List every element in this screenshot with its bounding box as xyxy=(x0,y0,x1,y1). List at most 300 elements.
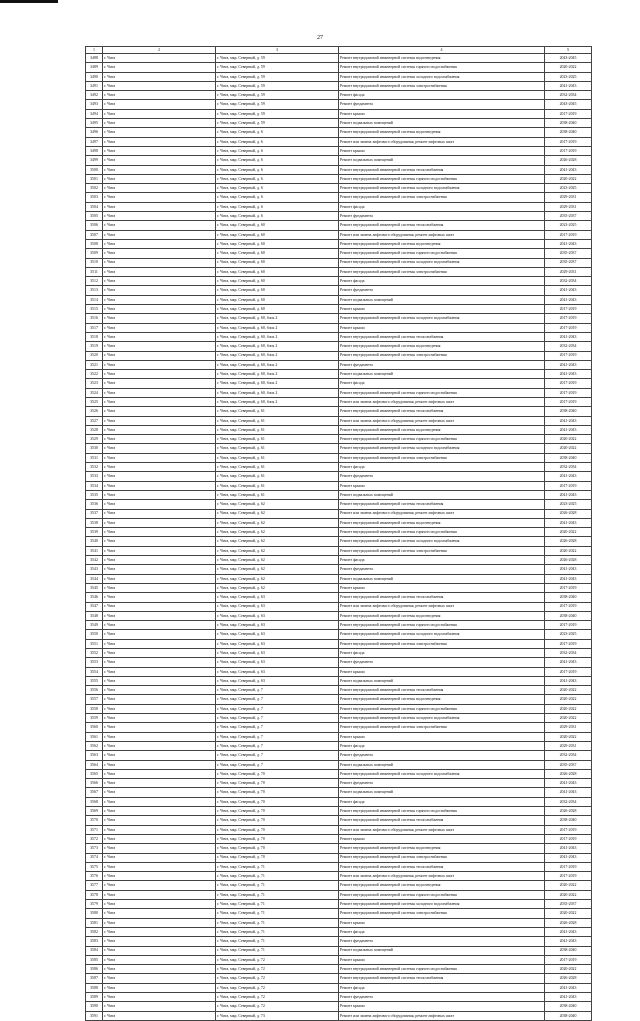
row-number-cell: 3506 xyxy=(86,221,103,230)
row-number-cell: 3576 xyxy=(86,872,103,881)
row-number-cell: 3495 xyxy=(86,119,103,128)
municipality-cell: г. Чита xyxy=(103,332,216,341)
address-cell: г. Чита, мкр. Северный, д. 63 xyxy=(216,649,339,658)
row-number-cell: 3523 xyxy=(86,379,103,388)
row-number-cell: 3583 xyxy=(86,937,103,946)
period-cell: 2041-2043 xyxy=(545,565,592,574)
municipality-cell: г. Чита xyxy=(103,779,216,788)
address-cell: г. Чита, мкр. Северный, д. 63 xyxy=(216,611,339,620)
row-number-cell: 3545 xyxy=(86,583,103,592)
row-number-cell: 3580 xyxy=(86,909,103,918)
period-cell: 2020-2022 xyxy=(545,435,592,444)
row-number-cell: 3549 xyxy=(86,621,103,630)
address-cell: г. Чита, мкр. Северный, д. 7 xyxy=(216,704,339,713)
address-cell: г. Чита, мкр. Северный, д. 71 xyxy=(216,881,339,890)
address-cell: г. Чита, мкр. Северный, д. 63 xyxy=(216,593,339,602)
municipality-cell: г. Чита xyxy=(103,667,216,676)
address-cell: г. Чита, мкр. Северный, д. 6 xyxy=(216,165,339,174)
row-number-cell: 3489 xyxy=(86,63,103,72)
municipality-cell: г. Чита xyxy=(103,881,216,890)
period-cell: 2041-2043 xyxy=(545,370,592,379)
row-number-cell: 3525 xyxy=(86,397,103,406)
address-cell: г. Чита, мкр. Северный, д. 71 xyxy=(216,900,339,909)
period-cell: 2041-2043 xyxy=(545,927,592,936)
address-cell: г. Чита, мкр. Северный, д. 6 xyxy=(216,212,339,221)
period-cell: 2017-2019 xyxy=(545,955,592,964)
address-cell: г. Чита, мкр. Северный, д. 59 xyxy=(216,109,339,118)
municipality-cell: г. Чита xyxy=(103,370,216,379)
municipality-cell: г. Чита xyxy=(103,900,216,909)
municipality-cell: г. Чита xyxy=(103,611,216,620)
row-number-cell: 3500 xyxy=(86,165,103,174)
address-cell: г. Чита, мкр. Северный, д. 62 xyxy=(216,518,339,527)
address-cell: г. Чита, мкр. Северный, д. 73 xyxy=(216,1011,339,1020)
row-number-cell: 3504 xyxy=(86,202,103,211)
column-header: 1 xyxy=(86,47,103,54)
table-row xyxy=(86,788,592,797)
address-cell: г. Чита, мкр. Северный, д. 61 xyxy=(216,444,339,453)
row-number-cell: 3550 xyxy=(86,630,103,639)
work-type-cell: Ремонт внутридомовой инженерной системы водоотведения xyxy=(339,881,545,890)
period-cell: 2032-2034 xyxy=(545,751,592,760)
period-cell: 2043-2045 xyxy=(545,100,592,109)
row-number-cell: 3509 xyxy=(86,249,103,258)
period-cell: 2038-2040 xyxy=(545,1011,592,1020)
row-number-cell: 3521 xyxy=(86,360,103,369)
row-number-cell: 3575 xyxy=(86,862,103,871)
row-number-cell: 3566 xyxy=(86,779,103,788)
period-cell: 2017-2019 xyxy=(545,834,592,843)
row-number-cell: 3541 xyxy=(86,546,103,555)
period-cell: 2041-2043 xyxy=(545,416,592,425)
address-cell: г. Чита, мкр. Северный, д. 72 xyxy=(216,1002,339,1011)
work-type-cell: Ремонт внутридомовой инженерной системы водоотведения xyxy=(339,518,545,527)
address-cell: г. Чита, мкр. Северный, д. 7 xyxy=(216,741,339,750)
row-number-cell: 3527 xyxy=(86,416,103,425)
municipality-cell: г. Чита xyxy=(103,109,216,118)
period-cell: 2023-2025 xyxy=(545,500,592,509)
row-number-cell: 3497 xyxy=(86,137,103,146)
row-number-cell: 3519 xyxy=(86,342,103,351)
row-number-cell: 3562 xyxy=(86,741,103,750)
period-cell: 2032-2034 xyxy=(545,797,592,806)
row-number-cell: 3510 xyxy=(86,258,103,267)
row-number-cell: 3516 xyxy=(86,314,103,323)
municipality-cell: г. Чита xyxy=(103,239,216,248)
row-number-cell: 3548 xyxy=(86,611,103,620)
work-type-cell: Ремонт внутридомовой инженерной системы теплоснабжения xyxy=(339,816,545,825)
period-cell: 2029-2031 xyxy=(545,267,592,276)
period-cell: 2035-2037 xyxy=(545,760,592,769)
address-cell: г. Чита, мкр. Северный, д. 70 xyxy=(216,853,339,862)
row-number-cell: 3501 xyxy=(86,174,103,183)
table-row xyxy=(86,137,592,146)
period-cell: 2023-2025 xyxy=(545,630,592,639)
table-row xyxy=(86,258,592,267)
row-number-cell: 3578 xyxy=(86,890,103,899)
municipality-cell: г. Чита xyxy=(103,351,216,360)
municipality-cell: г. Чита xyxy=(103,741,216,750)
row-number-cell: 3528 xyxy=(86,425,103,434)
period-cell: 2017-2019 xyxy=(545,351,592,360)
row-number-cell: 3494 xyxy=(86,109,103,118)
period-cell: 2017-2019 xyxy=(545,862,592,871)
work-type-cell: Ремонт внутридомовой инженерной системы холодного водоснабжения xyxy=(339,72,545,81)
address-cell: г. Чита, мкр. Северный, д. 60 xyxy=(216,305,339,314)
address-cell: г. Чита, мкр. Северный, д. 60, блок 2 xyxy=(216,370,339,379)
table-row xyxy=(86,379,592,388)
municipality-cell: г. Чита xyxy=(103,704,216,713)
row-number-cell: 3588 xyxy=(86,983,103,992)
table-row xyxy=(86,202,592,211)
municipality-cell: г. Чита xyxy=(103,119,216,128)
work-type-cell: Ремонт внутридомовой инженерной системы водоотведения xyxy=(339,128,545,137)
work-type-cell: Ремонт фундамента xyxy=(339,360,545,369)
table-row xyxy=(86,332,592,341)
work-type-cell: Ремонт внутридомовой инженерной системы электроснабжения xyxy=(339,453,545,462)
municipality-cell: г. Чита xyxy=(103,909,216,918)
municipality-cell: г. Чита xyxy=(103,342,216,351)
address-cell: г. Чита, мкр. Северный, д. 60 xyxy=(216,230,339,239)
municipality-cell: г. Чита xyxy=(103,760,216,769)
row-number-cell: 3584 xyxy=(86,946,103,955)
address-cell: г. Чита, мкр. Северный, д. 61 xyxy=(216,425,339,434)
address-cell: г. Чита, мкр. Северный, д. 7 xyxy=(216,732,339,741)
municipality-cell: г. Чита xyxy=(103,193,216,202)
municipality-cell: г. Чита xyxy=(103,807,216,816)
table-row xyxy=(86,676,592,685)
row-number-cell: 3529 xyxy=(86,435,103,444)
period-cell: 2020-2022 xyxy=(545,695,592,704)
municipality-cell: г. Чита xyxy=(103,658,216,667)
address-cell: г. Чита, мкр. Северный, д. 61 xyxy=(216,481,339,490)
address-cell: г. Чита, мкр. Северный, д. 60, блок 2 xyxy=(216,388,339,397)
row-number-cell: 3572 xyxy=(86,834,103,843)
work-type-cell: Ремонт крыши xyxy=(339,109,545,118)
period-cell: 2026-2028 xyxy=(545,509,592,518)
period-cell: 2038-2040 xyxy=(545,611,592,620)
table-row xyxy=(86,528,592,537)
table-row xyxy=(86,974,592,983)
period-cell: 2017-2019 xyxy=(545,872,592,881)
work-type-cell: Ремонт внутридомовой инженерной системы электроснабжения xyxy=(339,193,545,202)
table-row xyxy=(86,109,592,118)
address-cell: г. Чита, мкр. Северный, д. 59 xyxy=(216,100,339,109)
table-row xyxy=(86,119,592,128)
work-type-cell: Ремонт внутридомовой инженерной системы теплоснабжения xyxy=(339,974,545,983)
table-row xyxy=(86,583,592,592)
period-cell: 2017-2019 xyxy=(545,621,592,630)
row-number-cell: 3535 xyxy=(86,490,103,499)
period-cell: 2041-2043 xyxy=(545,286,592,295)
address-cell: г. Чита, мкр. Северный, д. 7 xyxy=(216,714,339,723)
work-type-cell: Ремонт внутридомовой инженерной системы теплоснабжения xyxy=(339,862,545,871)
municipality-cell: г. Чита xyxy=(103,63,216,72)
table-row xyxy=(86,546,592,555)
table-row xyxy=(86,565,592,574)
row-number-cell: 3513 xyxy=(86,286,103,295)
municipality-cell: г. Чита xyxy=(103,416,216,425)
work-type-cell: Ремонт внутридомовой инженерной системы горячего водоснабжения xyxy=(339,435,545,444)
row-number-cell: 3533 xyxy=(86,472,103,481)
address-cell: г. Чита, мкр. Северный, д. 60 xyxy=(216,295,339,304)
address-cell: г. Чита, мкр. Северный, д. 62 xyxy=(216,583,339,592)
row-number-cell: 3591 xyxy=(86,1011,103,1020)
work-type-cell: Ремонт или замена лифтового оборудования, ремонт лифтовых шахт xyxy=(339,872,545,881)
work-type-cell: Ремонт внутридомовой инженерной системы теплоснабжения xyxy=(339,593,545,602)
municipality-cell: г. Чита xyxy=(103,472,216,481)
work-type-cell: Ремонт внутридомовой инженерной системы электроснабжения xyxy=(339,351,545,360)
row-number-cell: 3557 xyxy=(86,695,103,704)
municipality-cell: г. Чита xyxy=(103,630,216,639)
table-row xyxy=(86,704,592,713)
work-type-cell: Ремонт внутридомовой инженерной системы горячего водоснабжения xyxy=(339,890,545,899)
period-cell: 2041-2043 xyxy=(545,788,592,797)
row-number-cell: 3538 xyxy=(86,518,103,527)
period-cell: 2017-2019 xyxy=(545,388,592,397)
municipality-cell: г. Чита xyxy=(103,81,216,90)
table-row xyxy=(86,658,592,667)
table-row xyxy=(86,305,592,314)
address-cell: г. Чита, мкр. Северный, д. 71 xyxy=(216,862,339,871)
row-number-cell: 3571 xyxy=(86,825,103,834)
municipality-cell: г. Чита xyxy=(103,797,216,806)
address-cell: г. Чита, мкр. Северный, д. 61 xyxy=(216,490,339,499)
municipality-cell: г. Чита xyxy=(103,918,216,927)
period-cell: 2041-2043 xyxy=(545,518,592,527)
period-cell: 2041-2043 xyxy=(545,844,592,853)
municipality-cell: г. Чита xyxy=(103,537,216,546)
row-number-cell: 3542 xyxy=(86,556,103,565)
address-cell: г. Чита, мкр. Северный, д. 62 xyxy=(216,500,339,509)
table-row xyxy=(86,156,592,165)
row-number-cell: 3530 xyxy=(86,444,103,453)
period-cell: 2032-2034 xyxy=(545,91,592,100)
work-type-cell: Ремонт крыши xyxy=(339,834,545,843)
period-cell: 2041-2043 xyxy=(545,490,592,499)
period-cell: 2026-2028 xyxy=(545,537,592,546)
address-cell: г. Чита, мкр. Северный, д. 60, блок 2 xyxy=(216,351,339,360)
table-row xyxy=(86,174,592,183)
period-cell: 2020-2022 xyxy=(545,881,592,890)
table-row xyxy=(86,574,592,583)
municipality-cell: г. Чита xyxy=(103,453,216,462)
table-row xyxy=(86,844,592,853)
municipality-cell: г. Чита xyxy=(103,407,216,416)
work-type-cell: Ремонт внутридомовой инженерной системы горячего водоснабжения xyxy=(339,528,545,537)
period-cell: 2020-2022 xyxy=(545,546,592,555)
work-type-cell: Ремонт внутридомовой инженерной системы теплоснабжения xyxy=(339,500,545,509)
row-number-cell: 3493 xyxy=(86,100,103,109)
address-cell: г. Чита, мкр. Северный, д. 70 xyxy=(216,825,339,834)
table-row xyxy=(86,741,592,750)
row-number-cell: 3547 xyxy=(86,602,103,611)
municipality-cell: г. Чита xyxy=(103,1002,216,1011)
table-row xyxy=(86,416,592,425)
table-row xyxy=(86,397,592,406)
row-number-cell: 3564 xyxy=(86,760,103,769)
address-cell: г. Чита, мкр. Северный, д. 71 xyxy=(216,872,339,881)
table-row xyxy=(86,472,592,481)
table-row xyxy=(86,435,592,444)
row-number-cell: 3496 xyxy=(86,128,103,137)
table-row xyxy=(86,221,592,230)
table-row xyxy=(86,184,592,193)
address-cell: г. Чита, мкр. Северный, д. 62 xyxy=(216,556,339,565)
municipality-cell: г. Чита xyxy=(103,146,216,155)
row-number-cell: 3522 xyxy=(86,370,103,379)
work-type-cell: Ремонт или замена лифтового оборудования, ремонт лифтовых шахт xyxy=(339,230,545,239)
table-row xyxy=(86,992,592,1001)
work-type-cell: Ремонт подвальных помещений xyxy=(339,788,545,797)
municipality-cell: г. Чита xyxy=(103,463,216,472)
period-cell: 2017-2019 xyxy=(545,230,592,239)
period-cell: 2017-2019 xyxy=(545,109,592,118)
period-cell: 2041-2043 xyxy=(545,332,592,341)
municipality-cell: г. Чита xyxy=(103,202,216,211)
period-cell: 2017-2019 xyxy=(545,397,592,406)
period-cell: 2041-2043 xyxy=(545,853,592,862)
address-cell: г. Чита, мкр. Северный, д. 60, блок 2 xyxy=(216,379,339,388)
period-cell: 2029-2031 xyxy=(545,193,592,202)
row-number-cell: 3537 xyxy=(86,509,103,518)
address-cell: г. Чита, мкр. Северный, д. 6 xyxy=(216,184,339,193)
municipality-cell: г. Чита xyxy=(103,91,216,100)
address-cell: г. Чита, мкр. Северный, д. 6 xyxy=(216,146,339,155)
table-row xyxy=(86,342,592,351)
work-type-cell: Ремонт фасада xyxy=(339,927,545,936)
address-cell: г. Чита, мкр. Северный, д. 72 xyxy=(216,974,339,983)
address-cell: г. Чита, мкр. Северный, д. 7 xyxy=(216,695,339,704)
period-cell: 2029-2031 xyxy=(545,202,592,211)
row-number-cell: 3589 xyxy=(86,992,103,1001)
period-cell: 2026-2028 xyxy=(545,974,592,983)
municipality-cell: г. Чита xyxy=(103,723,216,732)
period-cell: 2017-2019 xyxy=(545,481,592,490)
table-row xyxy=(86,370,592,379)
period-cell: 2035-2037 xyxy=(545,249,592,258)
table-row xyxy=(86,537,592,546)
address-cell: г. Чита, мкр. Северный, д. 6 xyxy=(216,137,339,146)
work-type-cell: Ремонт внутридомовой инженерной системы электроснабжения xyxy=(339,81,545,90)
municipality-cell: г. Чита xyxy=(103,825,216,834)
table-row xyxy=(86,481,592,490)
period-cell: 2041-2043 xyxy=(545,779,592,788)
table-row xyxy=(86,500,592,509)
municipality-cell: г. Чита xyxy=(103,593,216,602)
address-cell: г. Чита, мкр. Северный, д. 59 xyxy=(216,54,339,63)
municipality-cell: г. Чита xyxy=(103,769,216,778)
period-cell: 2017-2019 xyxy=(545,825,592,834)
work-type-cell: Ремонт или замена лифтового оборудования, ремонт лифтовых шахт xyxy=(339,416,545,425)
table-row xyxy=(86,862,592,871)
table-row xyxy=(86,239,592,248)
municipality-cell: г. Чита xyxy=(103,137,216,146)
column-header: 2 xyxy=(103,47,216,54)
period-cell: 2038-2040 xyxy=(545,816,592,825)
row-number-cell: 3563 xyxy=(86,751,103,760)
period-cell: 2023-2025 xyxy=(545,221,592,230)
period-cell: 2029-2031 xyxy=(545,741,592,750)
address-cell: г. Чита, мкр. Северный, д. 7 xyxy=(216,751,339,760)
row-number-cell: 3552 xyxy=(86,649,103,658)
row-number-cell: 3502 xyxy=(86,184,103,193)
address-cell: г. Чита, мкр. Северный, д. 63 xyxy=(216,639,339,648)
work-type-cell: Ремонт фасада xyxy=(339,741,545,750)
period-cell: 2023-2025 xyxy=(545,72,592,81)
table-row xyxy=(86,695,592,704)
work-type-cell: Ремонт внутридомовой инженерной системы электроснабжения xyxy=(339,546,545,555)
work-type-cell: Ремонт внутридомовой инженерной системы горячего водоснабжения xyxy=(339,807,545,816)
table-row xyxy=(86,1011,592,1020)
address-cell: г. Чита, мкр. Северный, д. 60 xyxy=(216,239,339,248)
table-row xyxy=(86,900,592,909)
table-row xyxy=(86,686,592,695)
row-number-cell: 3531 xyxy=(86,453,103,462)
row-number-cell: 3524 xyxy=(86,388,103,397)
period-cell: 2020-2022 xyxy=(545,890,592,899)
row-number-cell: 3567 xyxy=(86,788,103,797)
address-cell: г. Чита, мкр. Северный, д. 62 xyxy=(216,537,339,546)
address-cell: г. Чита, мкр. Северный, д. 60 xyxy=(216,277,339,286)
work-type-cell: Ремонт фундамента xyxy=(339,565,545,574)
work-type-cell: Ремонт крыши xyxy=(339,1002,545,1011)
table-row xyxy=(86,825,592,834)
row-number-cell: 3590 xyxy=(86,1002,103,1011)
work-type-cell: Ремонт внутридомовой инженерной системы теплоснабжения xyxy=(339,407,545,416)
municipality-cell: г. Чита xyxy=(103,156,216,165)
municipality-cell: г. Чита xyxy=(103,565,216,574)
address-cell: г. Чита, мкр. Северный, д. 60, блок 2 xyxy=(216,314,339,323)
header-row xyxy=(86,47,592,54)
work-type-cell: Ремонт фундамента xyxy=(339,992,545,1001)
work-type-cell: Ремонт внутридомовой инженерной системы электроснабжения xyxy=(339,853,545,862)
municipality-cell: г. Чита xyxy=(103,305,216,314)
work-type-cell: Ремонт фасада xyxy=(339,649,545,658)
address-cell: г. Чита, мкр. Северный, д. 60, блок 2 xyxy=(216,332,339,341)
period-cell: 2041-2043 xyxy=(545,472,592,481)
period-cell: 2020-2022 xyxy=(545,528,592,537)
row-number-cell: 3520 xyxy=(86,351,103,360)
table-row xyxy=(86,621,592,630)
work-type-cell: Ремонт внутридомовой инженерной системы горячего водоснабжения xyxy=(339,63,545,72)
column-header: 4 xyxy=(339,47,545,54)
period-cell: 2020-2022 xyxy=(545,909,592,918)
period-cell: 2032-2034 xyxy=(545,463,592,472)
table-row xyxy=(86,1002,592,1011)
table-row xyxy=(86,593,592,602)
row-number-cell: 3586 xyxy=(86,965,103,974)
table-row xyxy=(86,872,592,881)
period-cell: 2032-2034 xyxy=(545,342,592,351)
period-cell: 2041-2043 xyxy=(545,165,592,174)
row-number-cell: 3568 xyxy=(86,797,103,806)
address-cell: г. Чита, мкр. Северный, д. 63 xyxy=(216,621,339,630)
table-body xyxy=(86,47,592,1021)
table-row xyxy=(86,249,592,258)
municipality-cell: г. Чита xyxy=(103,388,216,397)
address-cell: г. Чита, мкр. Северный, д. 6 xyxy=(216,193,339,202)
work-type-cell: Ремонт внутридомовой инженерной системы горячего водоснабжения xyxy=(339,621,545,630)
table-row xyxy=(86,490,592,499)
period-cell: 2026-2028 xyxy=(545,807,592,816)
municipality-cell: г. Чита xyxy=(103,286,216,295)
period-cell: 2035-2037 xyxy=(545,212,592,221)
row-number-cell: 3508 xyxy=(86,239,103,248)
period-cell: 2020-2022 xyxy=(545,686,592,695)
address-cell: г. Чита, мкр. Северный, д. 6 xyxy=(216,174,339,183)
table-row xyxy=(86,769,592,778)
